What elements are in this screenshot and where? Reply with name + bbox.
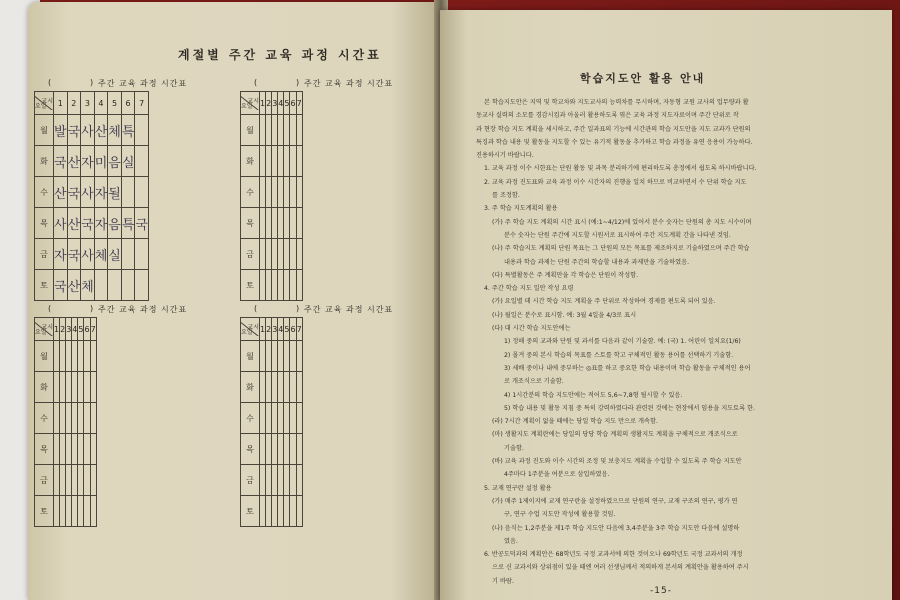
timetable-row	[35, 341, 97, 372]
caption-paren-open: (	[48, 304, 52, 313]
guide-line: 4주마다 1주분을 여분으로 삼입하였음.	[504, 471, 610, 479]
guide-line: 기 바람.	[492, 577, 514, 585]
day-label: 수	[241, 177, 260, 208]
timetable-cell: 실	[121, 146, 135, 177]
timetable-row	[35, 239, 149, 270]
caption-paren-close: )	[90, 304, 94, 313]
guide-line: 으로 신 교과서와 상위점이 있을 때엔 여러 선생님께서 적의하게 본서의 계획안을 활용하여 주시	[492, 564, 749, 572]
period-header: 2	[266, 318, 272, 341]
guide-line: 4. 주간 학습 지도 일안 작성 요령	[484, 285, 574, 293]
guide-line: 를 조정함.	[492, 192, 520, 200]
corner-day-label: 요일	[241, 329, 253, 336]
timetable-row	[35, 177, 149, 208]
timetable-cell	[296, 403, 302, 434]
timetable-cell: 산	[67, 270, 81, 301]
timetable-grid	[240, 91, 303, 301]
timetable-cell: 산	[54, 177, 68, 208]
timetable-row	[35, 372, 97, 403]
day-label: 토	[35, 496, 54, 527]
timetable-row	[35, 434, 97, 465]
period-header: 2	[60, 318, 66, 341]
guide-line: 로 개조식으로 기술함.	[504, 378, 564, 386]
period-header: 1	[54, 318, 60, 341]
guide-line: 4) 1시간분의 학습 지도안에는 적어도 5,6~7,8형 될시할 수 있음.	[504, 391, 683, 399]
day-label: 수	[35, 177, 54, 208]
period-header: 7	[296, 92, 302, 115]
timetable-cell: 국	[135, 208, 149, 239]
timetable-cell	[90, 434, 96, 465]
guide-line: 였음.	[504, 537, 518, 545]
caption-paren-open: (	[254, 78, 258, 87]
period-header: 5	[78, 318, 84, 341]
period-header: 5	[108, 92, 122, 115]
day-label: 화	[241, 146, 260, 177]
timetable-cell	[90, 372, 96, 403]
timetable-cell: 산	[94, 115, 108, 146]
timetable-cell: 국	[67, 115, 81, 146]
timetable-cell: 미	[94, 146, 108, 177]
header-corner	[241, 318, 260, 341]
timetable-cell	[296, 434, 302, 465]
timetable-cell	[121, 177, 135, 208]
timetable-cell: 음	[108, 146, 122, 177]
timetable-cell: 사	[54, 208, 68, 239]
timetable-cell	[121, 239, 135, 270]
timetable-row	[241, 208, 303, 239]
guide-title: 학습지도안 활용 안내	[580, 72, 706, 85]
day-label: 금	[35, 465, 54, 496]
caption-text: 주간 교육 과정 시간표	[98, 79, 188, 88]
timetable-row	[241, 372, 303, 403]
period-header: 4	[72, 318, 78, 341]
guide-line: (다) 특별활동은 주 계획만을 각 학습은 단원이 작성함.	[492, 271, 639, 279]
timetable-row	[241, 496, 303, 527]
guide-line: (나) 음식는 1,2주분을 제1주 학습 지도안 다음에 3,4주분을 3주 학습 지도안 다음에 설명하	[492, 524, 740, 532]
timetable-cell: 국	[54, 146, 68, 177]
timetable-cell: 음	[108, 208, 122, 239]
caption-text: 주간 교육 과정 시간표	[304, 79, 394, 88]
timetable-cell	[296, 341, 302, 372]
timetable-cell	[108, 270, 122, 301]
day-label: 월	[241, 115, 260, 146]
guide-line: (가) 주 학습 지도 계획의 시간 표시 (예:1~4/12)에 있어서 분수 숫자는 단원의 총 지도 시수이며	[492, 218, 752, 226]
timetable-cell: 국	[67, 239, 81, 270]
timetable-cell: 자	[81, 146, 95, 177]
timetable-row	[241, 239, 303, 270]
timetable-cell	[121, 270, 135, 301]
day-label: 목	[241, 434, 260, 465]
page-number: -15-	[650, 586, 672, 596]
guide-line: 3. 주 학습 지도계획의 활용	[484, 205, 558, 213]
guide-line: 특징과 학습 내용 및 활동을 지도할 수 있는 유기적 활동을 추가하고 학습 과정을 유연 응용이 가능하다.	[476, 138, 753, 146]
timetable-cell	[135, 239, 149, 270]
timetable-cell	[296, 146, 302, 177]
guide-line: 2. 교육 과정 진도표와 교육 과정 이수 시간자의 진행을 일치 하므로 비교하면서 수 단위 학습 지도	[484, 178, 747, 186]
guide-line: 진용하시기 바랍니다.	[476, 152, 534, 160]
day-label: 금	[35, 239, 54, 270]
day-label: 화	[35, 372, 54, 403]
guide-line: 본 학습지도안은 지역 및 학교차와 지도교사의 능력차를 무시하며, 자동형 교원 교사의 업무량과 활	[484, 99, 749, 106]
period-header: 6	[290, 318, 296, 341]
guide-line: (나) 주 학습지도 계획의 단원 목표는 그 단원의 모든 목표를 제조하지로 기술하였으며 주간 학습	[492, 245, 750, 253]
day-label: 화	[241, 372, 260, 403]
header-corner	[241, 92, 260, 115]
guide-line: 기술함.	[504, 444, 524, 452]
caption-paren-open: (	[254, 304, 258, 313]
timetable-row	[35, 465, 97, 496]
timetable-cell: 발	[54, 115, 68, 146]
period-header: 3	[81, 92, 95, 115]
corner-day-label: 요일	[241, 103, 253, 110]
guide-line: 구, 연구 수업 지도안 작성에 활용할 것임.	[504, 511, 616, 519]
guide-line: 2) 몰겨 중의 본시 학습의 목표를 스토를 학고 구체적인 활동 용어를 선택하기 기술함.	[504, 351, 734, 359]
timetable-row	[35, 496, 97, 527]
period-header: 7	[296, 318, 302, 341]
period-header: 3	[272, 318, 278, 341]
timetable-cell	[135, 146, 149, 177]
timetable-row	[35, 115, 149, 146]
guide-text	[476, 96, 876, 588]
timetable-cell: 실	[108, 239, 122, 270]
timetable-cell	[90, 465, 96, 496]
timetable-cell: 특	[121, 115, 135, 146]
timetable-cell	[296, 115, 302, 146]
period-header: 5	[284, 318, 290, 341]
guide-line: (가) 요일별 데 시간 학습 지도 계획을 주 단위로 작성하여 경제를 편도록 되어 있음.	[492, 298, 716, 306]
guide-line: (나) 월일은 분수로 표시함. 예: 3월 4일을 4/3로 표시	[492, 311, 637, 319]
period-header: 7	[90, 318, 96, 341]
timetable-cell: 특	[121, 208, 135, 239]
day-label: 수	[35, 403, 54, 434]
timetable-row	[241, 465, 303, 496]
guide-line: 1. 교육 과정 이수 시한표는 단원 활동 및 과목 분리하기에 편리하도록 총정에서 쉽도록 하시바랍니다.	[484, 165, 757, 173]
guide-line: (가) 매주 1제이지에 교재 연구란을 설정하였으므로 단원의 연구, 교재 구조의 연구, 평가 연	[492, 497, 738, 505]
guide-line: 3) 세배 중이나 내에 중부하는 ◎표를 하고 중요한 학습 내용이며 학습 활동을 구체적인 용어	[504, 364, 751, 372]
timetable-row	[35, 270, 149, 301]
corner-day-label: 요일	[35, 329, 47, 336]
corner-day-label: 요일	[35, 103, 47, 110]
timetable-cell: 자	[94, 177, 108, 208]
timetable-cell	[135, 115, 149, 146]
guide-line: 5) 학습 내용 및 활동 지침 중 특히 강력하였다라 관련된 것에는 현장에서 임용을 지도토록 한.	[504, 404, 756, 412]
period-header: 6	[84, 318, 90, 341]
timetable-cell: 될	[108, 177, 122, 208]
period-header: 5	[284, 92, 290, 115]
guide-line: 6. 반공도덕과의 계획안은 68학년도 국정 교과서에 의한 것이오나 69학년도 국정 교과서의 개정	[484, 551, 743, 559]
timetable-row	[241, 341, 303, 372]
day-label: 수	[241, 403, 260, 434]
day-label: 목	[35, 434, 54, 465]
period-header: 6	[121, 92, 135, 115]
day-label: 월	[241, 341, 260, 372]
day-label: 금	[241, 239, 260, 270]
period-header: 3	[272, 92, 278, 115]
guide-line: (바) 교육 과정 진도와 이수 시간의 조정 및 보충지도 계획을 수입할 수 있도록 주 학습 지도안	[492, 458, 742, 466]
timetable-cell	[296, 270, 302, 301]
guide-line: 과 현장 학습 지도 계획을 세시하고, 주간 일과표의 기능에 시간관의 학습 지도안을 지도 교과가 단원의	[476, 125, 751, 133]
guide-line: (라) 7시간 계획이 없을 때에는 당일 학습 지도 만으로 개속함.	[492, 418, 658, 426]
timetable-cell: 자	[94, 208, 108, 239]
header-corner	[35, 318, 54, 341]
guide-line: 분수 숫자는 단원 주간에 지도할 시원서로 표시하여 주간 지도계획 간을 나타낸 것임.	[504, 231, 731, 239]
timetable-row	[241, 434, 303, 465]
timetable-cell	[296, 239, 302, 270]
timetable-grid	[34, 91, 149, 301]
timetable-row	[35, 403, 97, 434]
caption-text: 주간 교육 과정 시간표	[304, 305, 394, 314]
day-label: 월	[35, 115, 54, 146]
period-header: 6	[290, 92, 296, 115]
timetable-cell: 국	[54, 270, 68, 301]
day-label: 목	[241, 208, 260, 239]
day-label: 토	[241, 496, 260, 527]
timetable-row	[35, 146, 149, 177]
timetable-cell	[296, 208, 302, 239]
guide-line: 내용과 학습 과제는 단원 주간의 학습할 내용과 과제만을 기술하였음.	[504, 258, 690, 266]
corner-period-label: 교시	[41, 324, 53, 331]
day-label: 금	[241, 465, 260, 496]
timetable-row	[241, 146, 303, 177]
period-header: 2	[67, 92, 81, 115]
guide-line: 5. 교재 연구란 설정 활용	[484, 484, 552, 492]
timetable-row	[35, 208, 149, 239]
timetable-cell	[296, 496, 302, 527]
timetable-cell: 사	[81, 115, 95, 146]
corner-period-label: 교시	[247, 324, 259, 331]
timetable-row	[241, 270, 303, 301]
timetable-cell: 체	[108, 115, 122, 146]
timetable-cell	[90, 341, 96, 372]
guide-line: 동교사 실력의 소모를 경감시킴과 아울러 활용하도록 엮은 교육 과정 지도자료이며 주간 단위로 작	[476, 112, 739, 120]
left-page-title: 계절별 주간 교육 과정 시간표	[178, 48, 382, 62]
timetable-cell	[90, 403, 96, 434]
timetable-cell: 체	[81, 270, 95, 301]
caption-text: 주간 교육 과정 시간표	[98, 305, 188, 314]
corner-period-label: 교시	[247, 98, 259, 105]
period-header: 2	[266, 92, 272, 115]
period-header: 4	[94, 92, 108, 115]
period-header: 1	[260, 318, 266, 341]
timetable-cell: 산	[67, 208, 81, 239]
timetable-grid	[34, 317, 97, 527]
timetable-cell: 사	[81, 177, 95, 208]
right-page	[440, 10, 892, 600]
timetable-cell	[296, 177, 302, 208]
day-label: 토	[35, 270, 54, 301]
timetable-cell	[296, 372, 302, 403]
timetable-cell: 국	[67, 177, 81, 208]
period-header: 3	[66, 318, 72, 341]
timetable-grid	[240, 317, 303, 527]
caption-paren-close: )	[90, 78, 94, 87]
day-label: 토	[241, 270, 260, 301]
timetable-row	[241, 115, 303, 146]
caption-paren-open: (	[48, 78, 52, 87]
day-label: 월	[35, 341, 54, 372]
day-label: 목	[35, 208, 54, 239]
timetable-cell	[135, 270, 149, 301]
caption-paren-close: )	[296, 78, 300, 87]
timetable-cell: 산	[67, 146, 81, 177]
timetable-cell: 국	[81, 208, 95, 239]
guide-line: (마) 생활지도 계획란에는 당일의 당당 학습 계획의 생활지도 계획을 구체적으로 개조식으로	[492, 431, 738, 439]
timetable-cell: 자	[54, 239, 68, 270]
header-corner	[35, 92, 54, 115]
period-header: 1	[54, 92, 68, 115]
timetable-cell	[296, 465, 302, 496]
period-header: 7	[135, 92, 149, 115]
period-header: 4	[278, 318, 284, 341]
timetable-cell	[94, 270, 108, 301]
corner-period-label: 교시	[41, 98, 53, 105]
guide-line: 1) 정해 중의 교과와 단원 및 과서를 다음과 같이 기술함. 예: (국) 1. 어린이 일치요(1/6)	[504, 338, 741, 346]
caption-paren-close: )	[296, 304, 300, 313]
period-header: 1	[260, 92, 266, 115]
timetable-cell: 사	[81, 239, 95, 270]
left-page	[28, 2, 440, 600]
timetable-cell	[90, 496, 96, 527]
timetable-cell	[135, 177, 149, 208]
timetable-row	[241, 177, 303, 208]
guide-line: (다) 대 시간 학습 지도안에는	[492, 325, 571, 333]
day-label: 화	[35, 146, 54, 177]
timetable-cell: 체	[94, 239, 108, 270]
period-header: 4	[278, 92, 284, 115]
timetable-row	[241, 403, 303, 434]
